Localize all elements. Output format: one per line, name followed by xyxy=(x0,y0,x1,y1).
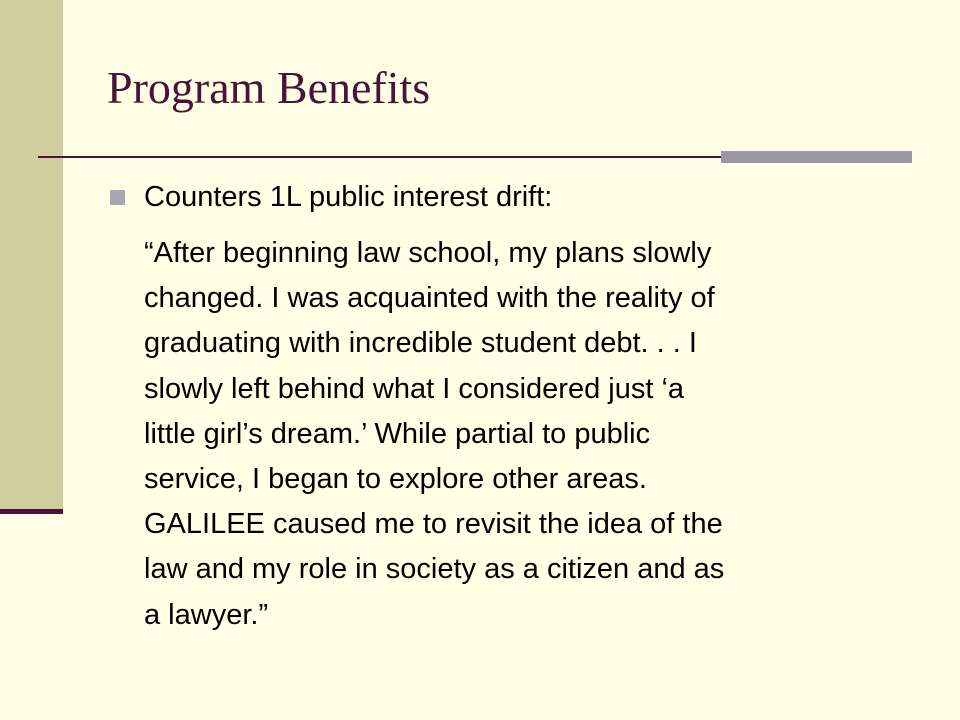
bullet-item xyxy=(110,179,552,215)
quote-line: slowly left behind what I considered just ‘a xyxy=(144,372,685,405)
quote-line: law and my role in society as a citizen and as xyxy=(144,553,725,586)
quote-line: service, I began to explore other areas. xyxy=(144,463,647,496)
quote-line: GALILEE caused me to revisit the idea of the xyxy=(144,508,723,541)
slide-title: Program Benefits xyxy=(107,62,431,113)
quote-line: graduating with incredible student debt. . . I xyxy=(144,327,697,360)
quote-line: changed. I was acquainted with the reality of xyxy=(144,282,715,315)
left-bar-accent-line xyxy=(0,509,63,514)
quote-line: little girl’s dream.’ While partial to public xyxy=(144,417,651,450)
quote-block xyxy=(144,231,914,638)
bullet-text: Counters 1L public interest drift: xyxy=(144,181,553,213)
title-divider-accent xyxy=(721,151,912,163)
square-bullet-icon xyxy=(110,190,125,205)
quote-line: “After beginning law school, my plans slowly xyxy=(144,237,712,269)
left-decorative-bar xyxy=(0,0,63,510)
quote-line: a lawyer.” xyxy=(144,598,269,631)
